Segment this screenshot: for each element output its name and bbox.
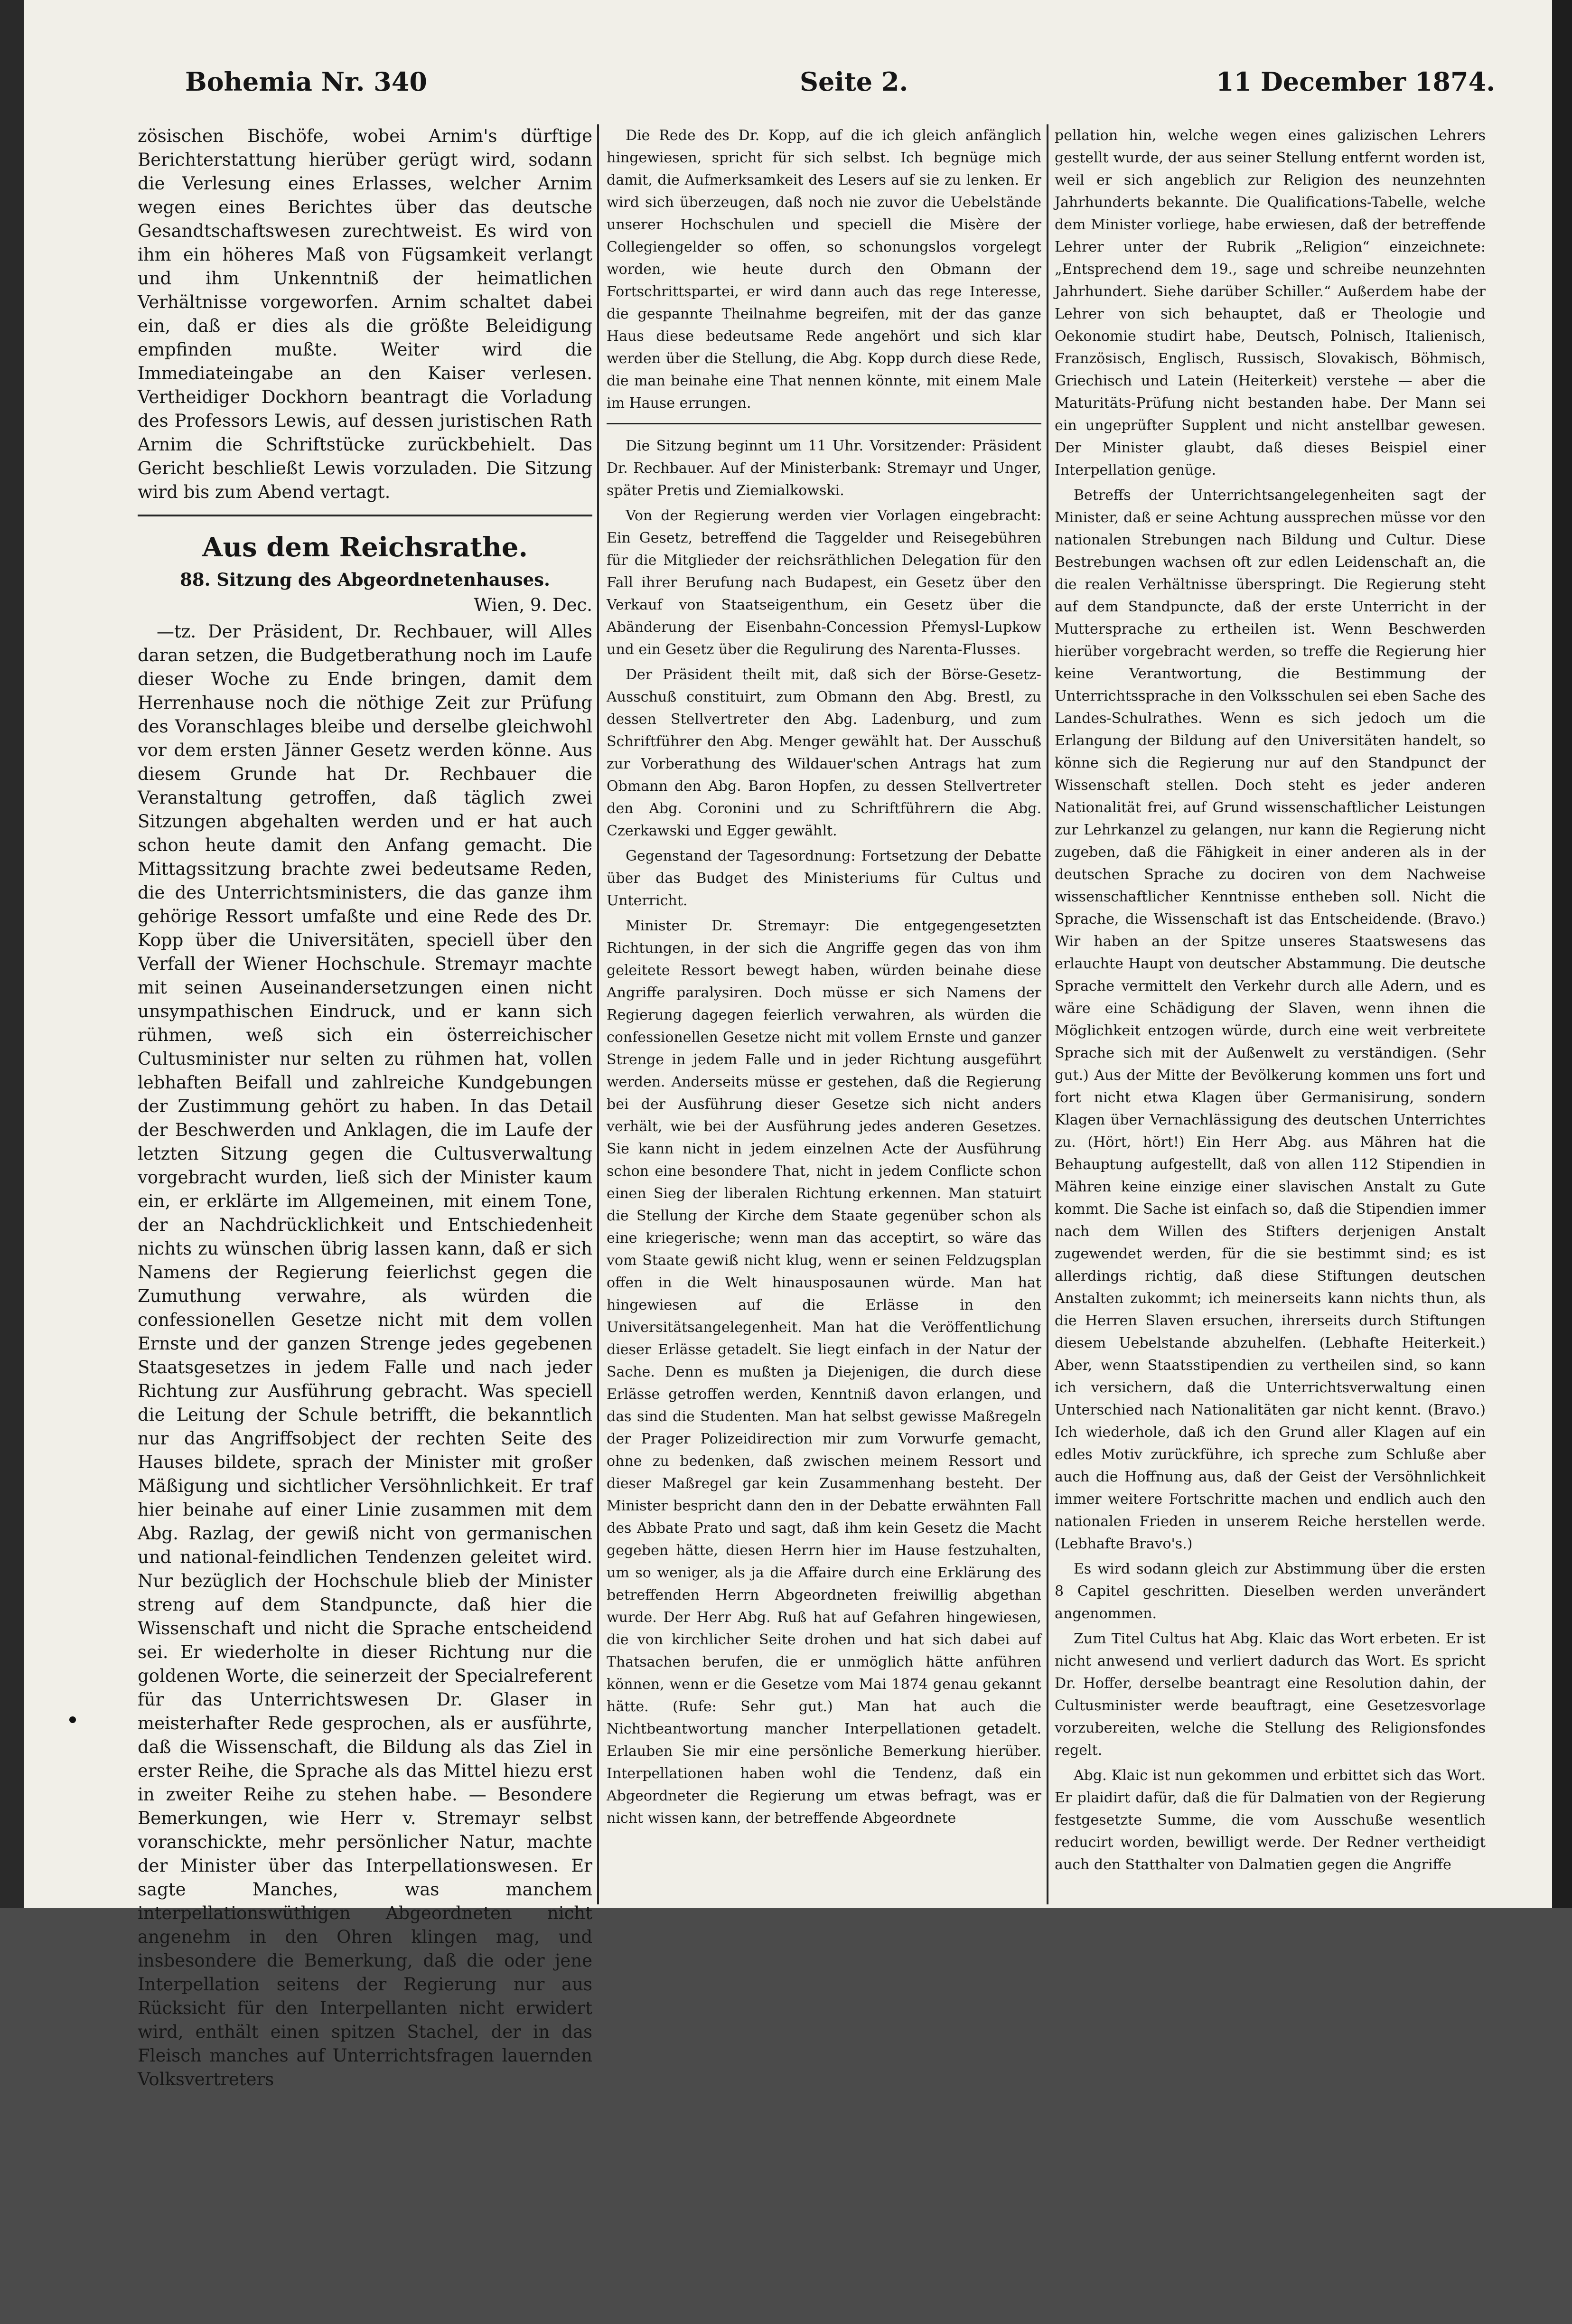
column-1: [138, 124, 592, 2090]
paragraph: Von der Regierung werden vier Vorlagen eingebracht: Ein Gesetz, betreffend die Taggelder und Reisegebühren für die Mitglieder der reichsräthlichen Delegation für den Fall ihrer Berufung nach Budapest, ein Gesetz über den Verkauf von Staatseigenthum, ein Gesetz über die Abänderung der Eisenbahn-Concession Přemysl-Lupkow und ein Gesetz über die Regulirung des Narenta-Flusses.: [607, 507, 1041, 658]
column-rule: [1047, 124, 1048, 1904]
scan-right-edge: [1552, 0, 1572, 1908]
paragraph: Minister Dr. Stremayr: Die entgegengesetzten Richtungen, in der sich die Angriffe gegen das von ihm geleitete Ressort bewegt haben, würden beinahe diese Angriffe paralysiren. Doch müsse er sich Namens der Regierung dagegen feierlich verwahren, als würden die confessionellen Gesetze nicht mit vollem Ernste und ganzer Strenge in jedem Falle und in jeder Richtung ausgeführt werden. Anderseits müsse er gestehen, daß die Regierung bei der Ausführung dieser Gesetze sich nicht anders verhält, wie bei der Ausführung jedes anderen Gesetzes. Sie kann nicht in jedem einzelnen Acte der Ausführung schon eine besondere That, nicht in jedem Conflicte schon einen Sieg der liberalen Richtung erkennen. Man statuirt die Stellung der Kirche dem Staate gegenüber schon als eine kriegerische; wenn man das acceptirt, so wäre das vom Staate gewiß nicht klug, wenn er seinen Feldzugsplan offen in die Welt hinausposaunen würde. Man hat hingewiesen auf die Erlässe in den Universitätsangelegenheit. Man hat die Veröffentlichung dieser Erlässe getadelt. Sie liegt einfach in der Natur der Sache. Denn es mußten ja Diejenigen, die durch diese Erlässe getroffen werden, Kenntniß davon erlangen, und das sind die Studenten. Man hat selbst gewisse Maßregeln der Prager Polizeidirection mir zum Vorwurfe gemacht, ohne zu bedenken, daß zwischen meinem Ressort und dieser Maßregel gar kein Zusammenhang besteht. Der Minister bespricht dann den in der Debatte erwähnten Fall des Abbate Prato und sagt, daß ihm kein Gesetz die Macht gegeben hätte, diesen Herrn hier im Hause festzuhalten, um so weniger, als ja die Affaire durch eine Erklärung des betreffenden Herrn Abgeordneten freiwillig abgethan wurde. Der Herr Abg. Ruß hat auf Gefahren hingewiesen, die von kirchlicher Seite drohen und hat sich dabei auf Thatsachen berufen, die er unmöglich hätte anführen können, wenn er die Gesetze vom Mai 1874 genau gekannt hätte. (Rufe: Sehr gut.) Man hat auch die Nichtbeantwortung mancher Interpellationen getadelt. Erlauben Sie mir eine persönliche Bemerkung hierüber. Interpellationen haben wohl die Tendenz, daß ein Abgeordneter die Regierung um etwas befragt, was er nicht wissen kann, der betreffende Abgeordnete: [607, 918, 1041, 1827]
column-2: [607, 124, 1041, 1904]
paragraph: Gegenstand der Tagesordnung: Fortsetzung der Debatte über das Budget des Ministeriums für Cultus und Unterricht.: [607, 848, 1041, 909]
column-rule: [597, 124, 599, 1904]
paragraph: Der Präsident theilt mit, daß sich der Börse-Gesetz-Ausschuß constituirt, zum Obmann den Abg. Brestl, zu dessen Stellvertreter den Abg. Ladenburg, und zum Schriftführer den Abg. Menger gewählt hat. Der Ausschuß zur Vorberathung des Wildauer'schen Antrags hat zum Obmann den Abg. Baron Hopfen, zu dessen Stellvertreter den Abg. Coronini und zu Schriftführern die Abg. Czerkawski und Egger gewählt.: [607, 666, 1041, 839]
kopp-speech-paragraph: Die Rede des Dr. Kopp, auf die ich gleich anfänglich hingewiesen, spricht für sich selbst. Ich begnüge mich damit, die Aufmerksamkeit des Lesers auf sie zu lenken. Er wird sich überzeugen, daß noch nie zuvor die Uebelstände unserer Hochschulen und speciell die Misère der Collegiengelder so offen, so schonungslos vorgelegt worden, wie heute durch den Obmann der Fortschrittspartei, er wird dann auch das rege Interesse, die gespannte Theilnahme begreifen, mit der das ganze Haus diese bedeutsame Rede angehört und sich klar werden über die Stellung, die Abg. Kopp durch diese Rede, die man beinahe eine That nennen könnte, mit einem Male im Hause errungen.: [607, 127, 1041, 412]
section-subtitle: 88. Sitzung des Abgeordnetenhauses.: [180, 569, 550, 590]
column-3: [1055, 124, 1486, 1904]
page-header: [185, 66, 1495, 109]
section-title: Aus dem Reichsrathe.: [202, 532, 528, 563]
paragraph: Die Sitzung beginnt um 11 Uhr. Vorsitzender: Präsident Dr. Rechbauer. Auf der Ministerbank: Stremayr und Unger, später Pretis und Ziemialkowski.: [607, 438, 1041, 499]
section-divider: [138, 515, 592, 516]
scan-left-edge: [0, 0, 24, 1908]
issue-date: 11 December 1874.: [1216, 66, 1495, 97]
paragraph: pellation hin, welche wegen eines galizischen Lehrers gestellt wurde, der aus seiner Stellung entfernt worden ist, weil er sich angeblich zur Religion des neunzehnten Jahrhunderts bekannte. Die Qualifications-Tabelle, welche dem Minister vorliege, habe erwiesen, daß der betreffende Lehrer unter der Rubrik „Religion“ einzeichnete: „Entsprechend dem 19., sage und schreibe neunzehnten Jahrhundert. Siehe darüber Schiller.“ Außerdem habe der Lehrer von sich behauptet, daß er Theologie und Oekonomie studirt habe, Deutsch, Polnisch, Italienisch, Französisch, Englisch, Russisch, Slovakisch, Böhmisch, Griechisch und Latein (Heiterkeit) verstehe — aber die Maturitäts-Prüfung nicht bestanden habe. Der Mann sei ein ungeprüfter Supplent und nicht anstellbar gewesen. Der Minister glaubt, daß dieses Beispiel einer Interpellation genüge.: [1055, 127, 1486, 478]
paragraph: Abg. Klaic ist nun gekommen und erbittet sich das Wort. Er plaidirt dafür, daß die für Dalmatien von der Regierung festgesetzte Summe, die vom Ausschuße wesentlich reducirt worden, bewilligt werde. Der Redner vertheidigt auch den Statthalter von Dalmatien gegen die Angriffe: [1055, 1767, 1486, 1873]
ink-dot: [69, 1716, 76, 1723]
arnim-trial-paragraph: zösischen Bischöfe, wobei Arnim's dürftige Berichterstattung hierüber gerügt wird, sodann die Verlesung eines Erlasses, welcher Arnim wegen eines Berichtes über das deutsche Gesandtschaftswesen zurechtweist. Es wird von ihm ein höheres Maß von Fügsamkeit verlangt und ihm Unkenntniß der heimatlichen Verhältnisse vorgeworfen. Arnim schaltet dabei ein, daß er dies als die größte Beleidigung empfinden mußte. Weiter wird die Immediateingabe an den Kaiser verlesen. Vertheidiger Dockhorn beantragt die Vorladung des Professors Lewis, auf dessen juristischen Rath Arnim die Schriftstücke zurückbehielt. Das Gericht beschließt Lewis vorzuladen. Die Sitzung wird bis zum Abend vertagt.: [138, 126, 592, 502]
paragraph: Zum Titel Cultus hat Abg. Klaic das Wort erbeten. Er ist nicht anwesend und verliert dadurch das Wort. Es spricht Dr. Hoffer, derselbe beantragt eine Resolution dahin, der Cultusminister werde beauftragt, eine Gesetzesvorlage vorzubereiten, welche die Stellung des Religionsfondes regelt.: [1055, 1631, 1486, 1759]
dateline: Wien, 9. Dec.: [474, 595, 592, 615]
section-divider: [607, 423, 1041, 424]
reichsrath-report-paragraph: —tz. Der Präsident, Dr. Rechbauer, will Alles daran setzen, die Budgetberathung noch im Laufe dieser Woche zu Ende bringen, damit dem Herrenhause noch die nöthige Zeit zur Prüfung des Voranschlages bleibe und derselbe gleichwohl vor dem ersten Jänner Gesetz werden könne. Aus diesem Grunde hat Dr. Rechbauer die Veranstaltung getroffen, daß täglich zwei Sitzungen abgehalten werden und er hat auch schon heute damit den Anfang gemacht. Die Mittagssitzung brachte zwei bedeutsame Reden, die des Unterrichtsministers, die das ganze ihm gehörige Ressort umfaßte und eine Rede des Dr. Kopp über die Universitäten, speciell über den Verfall der Wiener Hochschule. Stremayr machte mit seinen Auseinandersetzungen einen nicht unsympathischen Eindruck, und er kann sich rühmen, weß sich ein österreichischer Cultusminister nur selten zu rühmen hat, vollen lebhaften Beifall und zahlreiche Kundgebungen der Zustimmung gehört zu haben. In das Detail der Beschwerden und Anklagen, die im Laufe der letzten Sitzung gegen die Cultusverwaltung vorgebracht wurden, ließ sich der Minister kaum ein, er erklärte im Allgemeinen, mit einem Tone, der an Nachdrücklichkeit und Entschiedenheit nichts zu wünschen übrig lassen kann, daß er sich Namens der Regierung feierlichst gegen die Zumuthung verwahre, als würden die confessionellen Gesetze nicht mit dem vollen Ernste und der ganzen Strenge jedes gegebenen Staatsgesetzes in jedem Falle und nach jeder Richtung zur Ausführung gebracht. Was speciell die Leitung der Schule betrifft, die bekanntlich nur das Angriffsobject der rechten Seite des Hauses bildete, sprach der Minister mit großer Mäßigung und sichtlicher Versöhnlichkeit. Er traf hier beinahe auf einer Linie zusammen mit dem Abg. Razlag, der gewiß nicht von germanischen und national-feindlichen Tendenzen geleitet wird. Nur bezüglich der Hochschule blieb der Minister streng auf dem Standpuncte, daß hier die Wissenschaft und nicht die Sprache entscheidend sei. Er wiederholte in dieser Richtung nur die goldenen Worte, die seinerzeit der Specialreferent für das Unterrichtswesen Dr. Glaser in meisterhafter Rede gesprochen, als er ausführte, daß die Wissenschaft, die Bildung als das Ziel in erster Reihe, die Sprache als das Mittel hiezu erst in zweiter Reihe zu stehen habe. — Besondere Bemerkungen, wie Herr v. Stremayr selbst voranschickte, mehr persönlicher Natur, machte der Minister über das Interpellationswesen. Er sagte Manches, was manchem interpellationswüthigen Abgeordneten nicht angenehm in den Ohren klingen mag, und insbesondere die Bemerkung, daß die oder jene Interpellation seitens der Regierung nur aus Rücksicht für den Interpellanten nicht erwidert wird, enthält einen spitzen Stachel, der in das Fleisch manches auf Unterrichtsfragen lauernden Volksvertreters: [138, 621, 592, 2090]
paragraph: Es wird sodann gleich zur Abstimmung über die ersten 8 Capitel geschritten. Dieselben werden unverändert angenommen.: [1055, 1561, 1486, 1622]
paragraph: Betreffs der Unterrichtsangelegenheiten sagt der Minister, daß er seine Achtung aussprechen müsse vor den nationalen Strebungen nach Bildung und Cultur. Diese Bestrebungen wachsen oft zur edlen Leidenschaft an, die die realen Verhältnisse überspringt. Die Regierung steht auf dem Standpuncte, daß der erste Unterricht in der Muttersprache zu ertheilen ist. Wenn Beschwerden hierüber vorgebracht werden, so treffe die Regierung hier keine Verantwortung, die Bestimmung der Unterrichtssprache in den Volksschulen sei eben Sache des Landes-Schulrathes. Wenn es sich jedoch um die Erlangung der Bildung auf den Universitäten handelt, so könne sich die Regierung nur auf den Standpunct der Wissenschaft stellen. Doch steht es jeder anderen Nationalität frei, auf Grund wissenschaftlicher Leistungen zur Lehrkanzel zu gelangen, nur kann die Regierung nicht zugeben, daß die Fähigkeit in einer anderen als in der deutschen Sprache zu dociren von dem Nachweise wissenschaftlicher Kenntnisse entheben soll. Nicht die Sprache, die Wissenschaft ist das Entscheidende. (Bravo.) Wir haben an der Spitze unseres Staatswesens das erlauchte Haupt von deutscher Abstammung. Die deutsche Sprache vermittelt den Verkehr durch alle Adern, und es wäre eine Schädigung der Slaven, wenn ihnen die Möglichkeit entzogen würde, durch eine weit verbreitete Sprache sich mit der Außenwelt zu verständigen. (Sehr gut.) Aus der Mitte der Bevölkerung kommen uns fort und fort nicht etwa Klagen über Germanisirung, sondern Klagen über Vernachlässigung des deutschen Unterrichtes zu. (Hört, hört!) Ein Herr Abg. aus Mähren hat die Behauptung aufgestellt, daß von allen 112 Stipendien in Mähren keine einzige einer slavischen Anstalt zu Gute kommt. Die Sache ist einfach so, daß die Stipendien immer nach dem Willen des Stifters derjenigen Anstalt zugewendet werden, für die sie bestimmt sind; es ist allerdings richtig, daß diese Stiftungen deutschen Anstalten zukommt; ich meinerseits kann nichts thun, als die Herren Slaven ersuchen, ihrerseits durch Stiftungen diesem Uebelstande abzuhelfen. (Lebhafte Heiterkeit.) Aber, wenn Staatsstipendien zu vertheilen sind, so kann ich versichern, daß die Unterrichtsverwaltung einen Unterschied nach Nationalitäten gar nicht kennt. (Bravo.) Ich wiederhole, daß ich den Grund aller Klagen auf ein edles Motiv zurückführe, ich spreche zum Schluße aber auch die Hoffnung aus, daß der Geist der Versöhnlichkeit immer weitere Fortschritte machen und endlich auch den nationalen Frieden in unserem Reiche herstellen werde. (Lebhafte Bravo's.): [1055, 487, 1486, 1552]
masthead-issue: Bohemia Nr. 340: [185, 66, 427, 97]
page-number: Seite 2.: [800, 66, 908, 97]
